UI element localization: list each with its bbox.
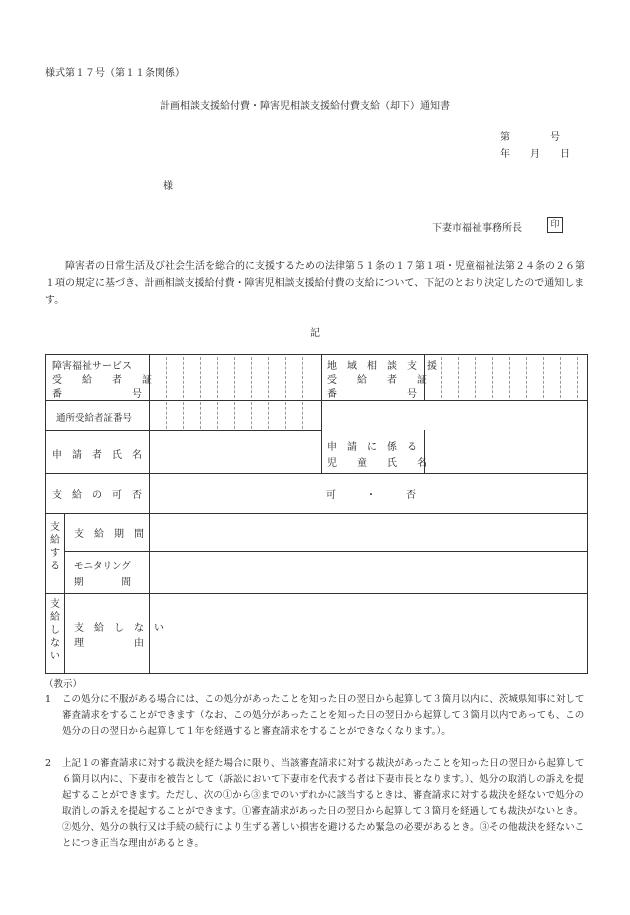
approval-value: 可 ・ 否 [326, 490, 416, 501]
decision-form-table [45, 354, 588, 674]
seal-mark: 印 [547, 217, 563, 233]
facility-cert-label: 通所受給者証番号 [56, 413, 133, 424]
notes-heading: （教示） [44, 679, 83, 690]
note-number-2: 2 [45, 758, 52, 769]
service-cert-label-line3: 番 号 [52, 389, 142, 400]
grant-period-label: 支 給 期 間 [74, 529, 144, 540]
monitoring-label-line2: 期 間 [74, 577, 132, 588]
regional-cert-label-line3: 番 号 [327, 389, 417, 400]
issuer-name: 下妻市福祉事務所長 [432, 223, 522, 234]
form-number: 様式第１７号（第１１条関係） [45, 68, 185, 79]
document-number: 第 号 [500, 132, 560, 143]
grant-vertical-label: 支給する [50, 522, 60, 572]
regional-cert-label-line1: 地 域 相 談 支 援 [327, 361, 437, 372]
applicant-name-label: 申 請 者 氏 名 [52, 450, 142, 461]
note-number-1: 1 [45, 694, 52, 705]
note-text-2: 上記１の審査請求に対する裁決を経た場合に限り、当該審査請求に対する裁決があったことを知った日の翌日から起算して６箇月以内に、下妻市を被告として（訴訟において下妻市を代表する者は下妻市長となります。）、処分の取消しの訴えを提起することができます。ただし、次の①から③までのいずれかに該当するときは、審査請求に対する裁決を経ないで処分の取消しの訴えを提起することができます。①審査請求があった日の翌日から起算して３箇月を経過しても裁決がないとき。②処分、処分の執行又は手続の続行により生ずる著しい損害を避けるため緊急の必要があるとき。③その他裁決を経ないことにつき正当な理由があるとき。 [62, 758, 585, 849]
deny-vertical-label: 支給しない [50, 599, 60, 662]
document-date: 年 月 日 [500, 149, 570, 160]
recipient-suffix: 様 [163, 181, 173, 192]
body-paragraph: 障害者の日常生活及び社会生活を総合的に支援するための法律第５１条の１７第１項・児童福祉法第２４条の２６第１項の規定に基づき、計画相談支援給付費・障害児相談支援給付費の支給について、下記のとおり決定したので通知します。 [45, 261, 585, 306]
deny-reason-label-line1: 支 給 し な い [74, 623, 164, 634]
note-text-1: この処分に不服がある場合には、この処分があったことを知った日の翌日から起算して３箇月以内に、茨城県知事に対して審査請求をすることができます（なお、この処分があったことを知った日の翌日から起算して３箇月以内であっても、この処分の日の翌日から起算して１年を経過すると審査請求をすることができなくなります。）。 [62, 694, 585, 737]
deny-reason-label-line2: 理 由 [74, 638, 144, 649]
approval-label: 支 給 の 可 否 [52, 490, 142, 501]
child-name-label-line2: 児 童 氏 名 [327, 458, 427, 469]
service-cert-label-line1: 障害福祉サービス [52, 361, 132, 372]
regional-cert-label-line2: 受 給 者 証 [327, 375, 427, 386]
service-cert-label-line2: 受 給 者 証 [52, 375, 152, 386]
ki-heading: 記 [310, 328, 320, 339]
child-name-label-line1: 申 請 に 係 る [327, 442, 417, 453]
document-title: 計画相談支援給付費・障害児相談支援給付費支給（却下）通知書 [160, 101, 450, 112]
monitoring-label-line1: モニタリング [74, 561, 131, 572]
